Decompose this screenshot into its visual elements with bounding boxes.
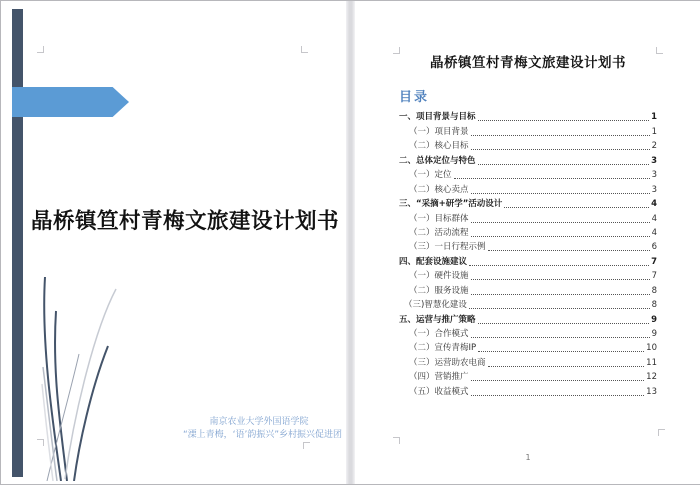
toc-entry-page: 13 xyxy=(646,386,657,397)
dot-leader xyxy=(471,395,645,396)
dot-leader xyxy=(471,337,650,338)
dot-leader xyxy=(478,351,644,352)
dot-leader xyxy=(488,366,645,367)
toc-entry-page: 11 xyxy=(646,357,657,368)
toc-entry-page: 3 xyxy=(651,170,657,181)
arrow-shape xyxy=(12,87,129,117)
toc-entry[interactable] xyxy=(399,326,657,340)
toc-entry-label: 四、配套设施建议 xyxy=(399,256,468,267)
toc-entry[interactable] xyxy=(399,253,657,267)
toc-entry-page: 3 xyxy=(651,184,657,195)
grass-decoration-graphic xyxy=(19,249,184,481)
dot-leader xyxy=(469,265,649,266)
toc-list xyxy=(399,109,657,398)
footer-team: “溧上青梅，‘语’韵振兴”乡村振兴促进团 xyxy=(183,429,343,440)
toc-entry-page: 8 xyxy=(651,300,657,311)
toc-entry-label: 一、项目背景与目标 xyxy=(399,112,476,123)
dot-leader xyxy=(504,207,649,208)
toc-entry-label: 二、总体定位与特色 xyxy=(399,155,476,166)
toc-entry-page: 6 xyxy=(651,242,657,253)
toc-entry-label: （一）项目背景 xyxy=(409,126,469,137)
toc-entry-page: 4 xyxy=(651,227,657,238)
dot-leader xyxy=(471,294,650,295)
toc-entry-label: （一）定位 xyxy=(409,170,452,181)
toc-entry[interactable] xyxy=(399,181,657,195)
document-title: 晶桥镇笪村青梅文旅建设计划书 xyxy=(430,55,626,71)
toc-entry[interactable] xyxy=(399,210,657,224)
toc-entry-page: 12 xyxy=(646,372,657,383)
toc-entry[interactable] xyxy=(399,383,657,397)
toc-entry-page: 9 xyxy=(651,329,657,339)
toc-entry-label: （四）营销推广 xyxy=(409,372,469,383)
toc-entry[interactable] xyxy=(399,239,657,253)
toc-entry-label: （二）核心卖点 xyxy=(409,184,469,195)
toc-entry-label: （三）运营助农电商 xyxy=(409,357,486,368)
toc-entry[interactable] xyxy=(399,354,657,368)
toc-entry-label: （一）硬件设施 xyxy=(409,271,469,282)
toc-entry-label: （一）合作模式 xyxy=(409,329,469,339)
toc-heading: 目录 xyxy=(399,90,430,105)
footer-org: 南京农业大学外国语学院 xyxy=(209,417,309,427)
toc-entry-page: 9 xyxy=(651,314,657,325)
toc-entry[interactable] xyxy=(399,167,657,181)
dot-leader xyxy=(471,193,650,194)
page-gutter xyxy=(346,1,355,484)
toc-entry-page: 4 xyxy=(651,213,657,224)
toc-entry[interactable] xyxy=(399,268,657,282)
toc-entry-label: （一）目标群体 xyxy=(409,213,469,224)
dot-leader xyxy=(454,178,650,179)
text-boundary-mark xyxy=(393,437,400,444)
dot-leader xyxy=(478,120,650,121)
toc-entry[interactable] xyxy=(399,297,657,311)
toc-entry-page: 7 xyxy=(651,256,657,267)
dot-leader xyxy=(471,222,650,223)
toc-entry-label: 三、“采摘+研学”活动设计 xyxy=(399,199,503,210)
toc-entry-page: 8 xyxy=(651,285,657,296)
toc-entry-label: （二）活动流程 xyxy=(409,227,469,238)
toc-entry-label: 五、运营与推广策略 xyxy=(399,314,476,325)
dot-leader xyxy=(488,250,650,251)
dot-leader xyxy=(471,380,645,381)
text-boundary-mark xyxy=(301,46,308,53)
toc-entry-label: （五）收益模式 xyxy=(409,386,469,397)
text-boundary-mark xyxy=(303,442,310,449)
page-number: 1 xyxy=(525,453,531,462)
toc-entry-label: （二）服务设施 xyxy=(409,285,469,296)
toc-entry[interactable] xyxy=(399,123,657,137)
toc-entry-label: （二）宣传青梅IP xyxy=(409,343,477,354)
dot-leader xyxy=(478,164,650,165)
toc-entry[interactable] xyxy=(399,138,657,152)
cover-footer xyxy=(183,416,343,441)
dot-leader xyxy=(471,236,650,237)
dot-leader xyxy=(471,279,650,280)
text-boundary-mark xyxy=(37,46,44,53)
toc-entry-page: 7 xyxy=(651,271,657,282)
toc-entry-page: 1 xyxy=(651,112,657,123)
toc-entry[interactable] xyxy=(399,109,657,123)
toc-entry-label: （二）核心目标 xyxy=(409,141,469,152)
dot-leader xyxy=(478,323,650,324)
text-boundary-mark xyxy=(658,429,665,436)
cover-page xyxy=(1,1,346,484)
dot-leader xyxy=(469,308,650,309)
toc-entry-page: 4 xyxy=(651,199,657,210)
dot-leader xyxy=(471,149,650,150)
toc-entry-page: 10 xyxy=(646,343,657,354)
toc-entry[interactable] xyxy=(399,311,657,325)
toc-entry[interactable] xyxy=(399,369,657,383)
toc-entry[interactable] xyxy=(399,196,657,210)
toc-entry-page: 3 xyxy=(651,155,657,166)
toc-entry-page: 1 xyxy=(651,126,657,137)
toc-entry[interactable] xyxy=(399,340,657,354)
toc-entry-page: 2 xyxy=(651,141,657,152)
toc-entry[interactable] xyxy=(399,152,657,166)
toc-entry[interactable] xyxy=(399,282,657,296)
cover-title: 晶桥镇笪村青梅文旅建设计划书 xyxy=(30,209,339,234)
dot-leader xyxy=(471,135,650,136)
toc-entry[interactable] xyxy=(399,225,657,239)
toc-entry-label: （三)智慧化建设 xyxy=(404,300,467,311)
toc-page xyxy=(355,1,700,484)
toc-entry-label: （三）一日行程示例 xyxy=(409,242,486,253)
